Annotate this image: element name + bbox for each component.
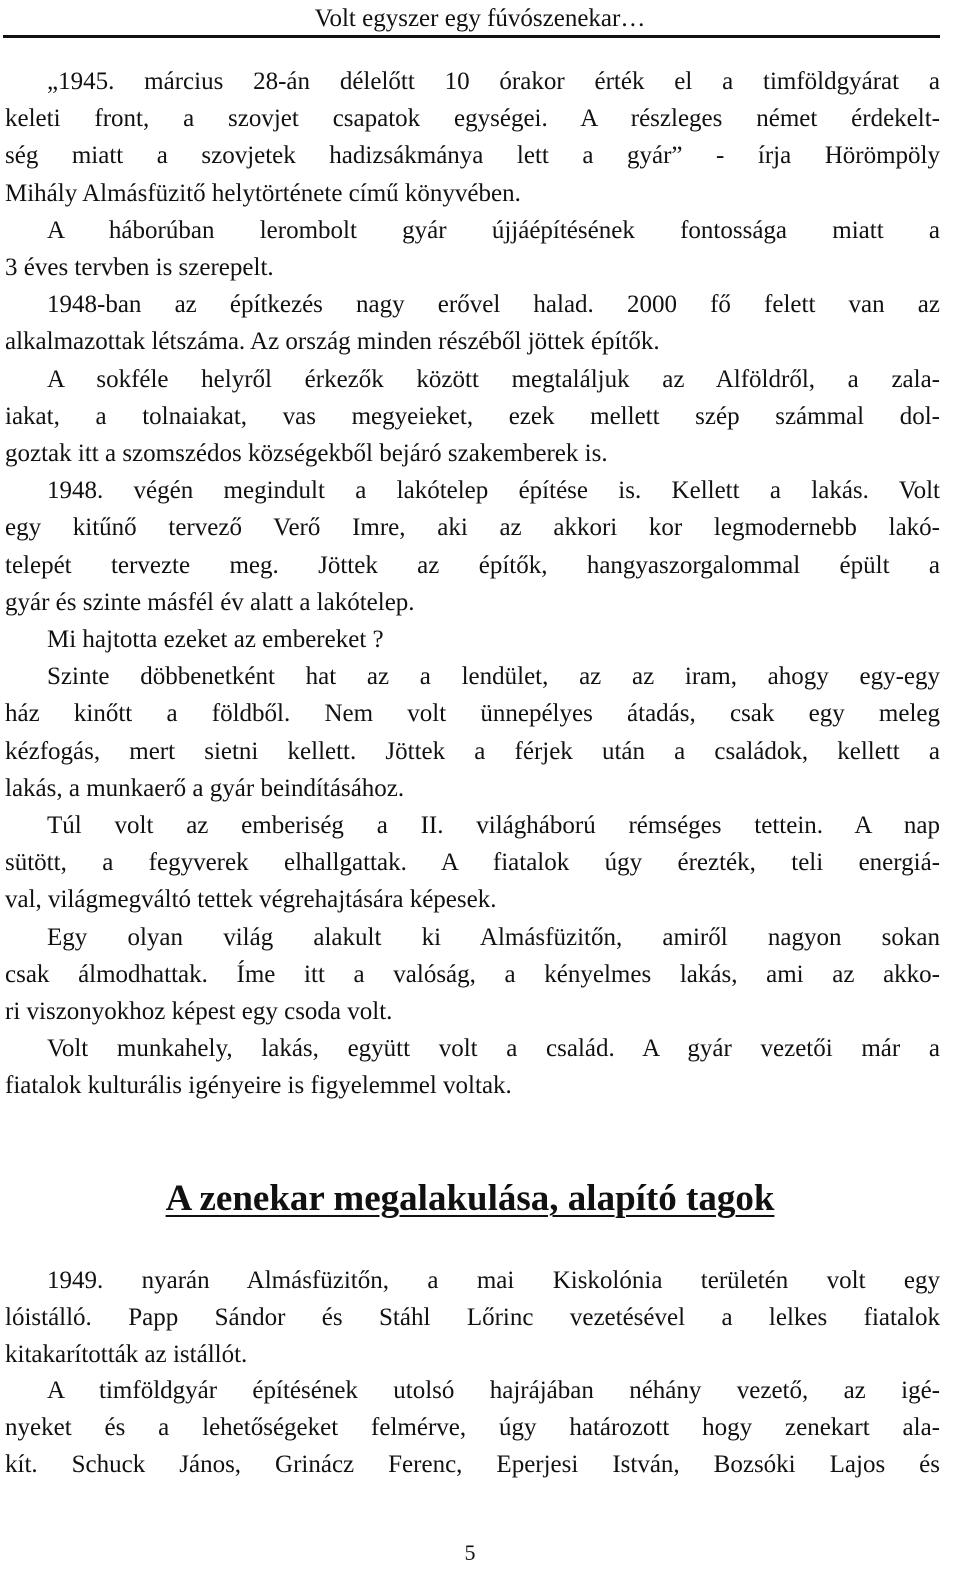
paragraph [5,286,940,360]
text-line: „1945. március 28-án délelőtt 10 órakor érték el a timföldgyárat a [47,68,940,95]
text-line: telepét tervezte meg. Jöttek az építők, hangyaszorgalommal épült a [5,551,940,579]
paragraph [5,919,940,1031]
text-line: sütött, a fegyverek elhallgattak. A fiatalok úgy érezték, teli energiá- [5,849,940,877]
page-number: 5 [464,1540,476,1565]
text-line: 1949. nyarán Almásfüzitőn, a mai Kiskolónia területén volt egy [47,1267,940,1294]
body-section-2 [5,1263,940,1484]
text-line: csak álmodhattak. Íme itt a valóság, a kényelmes lakás, ami az akko- [5,960,940,988]
text-line: 3 éves tervben is szerepelt. [5,254,274,282]
text-line: A sokféle helyről érkezők között megtaláljuk az Alföldről, a zala- [47,365,940,393]
text-line: Egy olyan világ alakult ki Almásfüzitőn, amiről nagyon sokan [47,923,940,951]
text-line: kitakarították az istállót. [5,1340,248,1368]
text-line: iakat, a tolnaiakat, vas megyeieket, ezek mellett szép számmal dol- [5,402,940,430]
text-line: lóistálló. Papp Sándor és Stáhl Lőrinc vezetésével a lelkes fiatalok [5,1303,940,1331]
text-line: A háborúban lerombolt gyár újjáépítésének fontossága miatt a [47,216,940,244]
paragraph [5,1263,940,1373]
paragraph [5,1030,940,1104]
text-line: Túl volt az emberiség a II. világháború rémséges tettein. A nap [47,812,940,840]
paragraph [5,1373,940,1483]
paragraph [5,212,940,286]
text-line: Mi hajtotta ezeket az embereket ? [47,626,384,654]
section-heading: A zenekar megalakulása, alapító tagok [165,1178,775,1219]
text-line: ház kinőtt a földből. Nem volt ünnepélyes átadás, csak egy meleg [5,700,940,728]
paragraph [5,658,940,807]
header-rule [3,35,940,38]
text-line: A timföldgyár építésének utolsó hajrájában néhány vezető, az igé- [47,1377,940,1405]
text-line: Volt munkahely, lakás, együtt volt a család. A gyár vezetői már a [47,1035,940,1063]
body-section-1 [5,63,940,1105]
paragraph [5,63,940,212]
text-line: keleti front, a szovjet csapatok egységei. A részleges német érdekelt- [5,105,940,133]
text-line: ség miatt a szovjetek hadizsákmánya lett a gyár” - írja Hörömpöly [5,142,940,170]
text-line: kézfogás, mert sietni kellett. Jöttek a férjek után a családok, kellett a [5,737,940,765]
running-head: Volt egyszer egy fúvószenekar… [314,5,646,32]
text-line: alkalmazottak létszáma. Az ország minden részéből jöttek építők. [5,328,660,356]
text-line: ri viszonyokhoz képest egy csoda volt. [5,998,393,1026]
text-line: goztak itt a szomszédos községekből bejáró szakemberek is. [5,440,608,468]
text-line: gyár és szinte másfél év alatt a lakótelep. [5,588,415,616]
text-line: 1948-ban az építkezés nagy erővel halad. 2000 fő felett van az [47,291,940,319]
text-line: kít. Schuck János, Grinácz Ferenc, Eperjesi István, Bozsóki Lajos és [5,1450,940,1478]
text-line: 1948. végén megindult a lakótelep építése is. Kellett a lakás. Volt [47,477,940,505]
text-line: egy kitűnő tervező Verő Imre, aki az akkori kor legmodernebb lakó- [5,514,940,542]
text-line: nyeket és a lehetőségeket felmérve, úgy határozott hogy zenekart ala- [5,1414,940,1442]
paragraph [5,361,940,473]
paragraph [5,807,940,919]
text-line: fiatalok kulturális igényeire is figyelemmel voltak. [5,1072,512,1100]
paragraph [5,621,940,658]
paragraph [5,472,940,621]
text-line: Mihály Almásfüzitő helytörténete című könyvében. [5,179,521,207]
text-line: val, világmegváltó tettek végrehajtására képesek. [5,886,497,914]
text-line: lakás, a munkaerő a gyár beindításához. [5,774,405,802]
text-line: Szinte döbbenetként hat az a lendület, az az iram, ahogy egy-egy [47,663,940,691]
